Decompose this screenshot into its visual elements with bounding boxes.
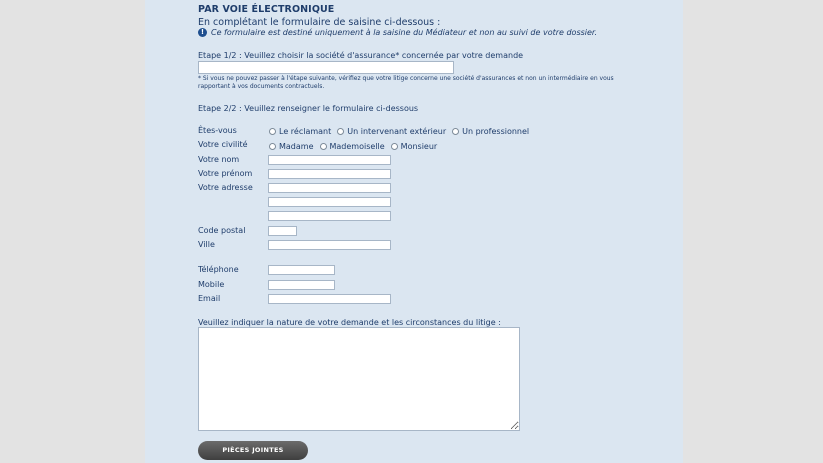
radio-button[interactable] (452, 128, 459, 135)
radio-option-professionnel[interactable] (452, 127, 529, 136)
prenom-input[interactable] (268, 169, 391, 179)
nom-label: Votre nom (198, 155, 240, 164)
step1-footnote: * Si vous ne pouvez passer à l'étape suivante, vérifiez que votre litige concerne une société d'assurances et non un intermédiaire en vous rapportant à vos documents contractuels. (198, 75, 614, 90)
nom-input[interactable] (268, 155, 391, 165)
nature-textarea[interactable] (198, 327, 520, 431)
radio-label: Monsieur (400, 142, 438, 151)
radio-button[interactable] (391, 143, 398, 150)
radio-label: Le réclamant (279, 127, 332, 136)
ville-input[interactable] (268, 240, 391, 250)
radio-label: Mademoiselle (329, 142, 385, 151)
mobile-label: Mobile (198, 280, 225, 289)
radio-option-mademoiselle[interactable] (320, 142, 385, 151)
code-postal-label: Code postal (198, 226, 246, 235)
attachments-button[interactable]: PIÈCES JOINTES (198, 441, 308, 460)
email-input[interactable] (268, 294, 391, 304)
radio-button[interactable] (320, 143, 327, 150)
adresse-line2-input[interactable] (268, 197, 391, 207)
telephone-input[interactable] (268, 265, 335, 275)
radio-option-madame[interactable] (269, 142, 314, 151)
radio-button[interactable] (269, 128, 276, 135)
prenom-label: Votre prénom (198, 169, 253, 178)
step2-label: Etape 2/2 : Veuillez renseigner le formulaire ci-dessous (198, 104, 419, 113)
adresse-label: Votre adresse (198, 183, 253, 192)
telephone-label: Téléphone (198, 265, 239, 274)
section-heading: PAR VOIE ÉLECTRONIQUE (198, 4, 335, 15)
intro-text: En complétant le formulaire de saisine ci-dessous : (198, 17, 441, 28)
radio-option-reclamant[interactable] (269, 127, 331, 136)
etes-vous-group (269, 127, 535, 136)
insurer-input[interactable] (198, 61, 454, 74)
mobile-input[interactable] (268, 280, 335, 290)
email-label: Email (198, 294, 221, 303)
step1-label: Etape 1/2 : Veuillez choisir la société d'assurance* concernée par votre demande (198, 51, 524, 60)
code-postal-input[interactable] (268, 226, 297, 236)
radio-option-intervenant[interactable] (337, 127, 446, 136)
civilite-label: Votre civilité (198, 140, 248, 149)
radio-button[interactable] (337, 128, 344, 135)
nature-label: Veuillez indiquer la nature de votre demande et les circonstances du litige : (198, 318, 501, 327)
adresse-line3-input[interactable] (268, 211, 391, 221)
info-icon: ! (198, 28, 207, 37)
radio-option-monsieur[interactable] (391, 142, 438, 151)
ville-label: Ville (198, 240, 215, 249)
adresse-line1-input[interactable] (268, 183, 391, 193)
radio-label: Un intervenant extérieur (347, 127, 447, 136)
radio-label: Madame (279, 142, 314, 151)
radio-label: Un professionnel (462, 127, 530, 136)
info-note-text: Ce formulaire est destiné uniquement à la saisine du Médiateur et non au suivi de votre dossier. (211, 28, 598, 37)
etes-vous-label: Êtes-vous (198, 126, 237, 135)
info-note (198, 28, 597, 37)
radio-button[interactable] (269, 143, 276, 150)
civilite-group (269, 142, 443, 151)
